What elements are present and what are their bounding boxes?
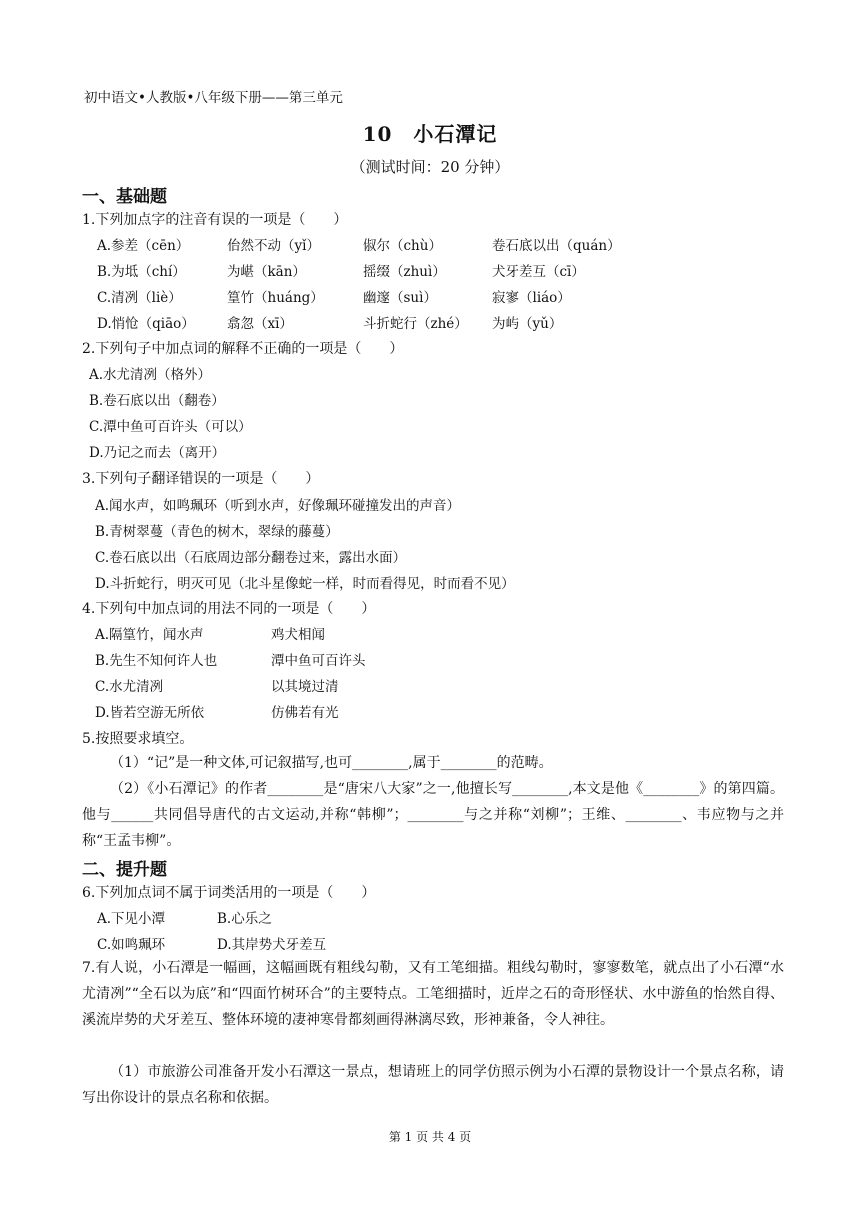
q2-option: B.卷石底以出（翻卷）: [89, 393, 225, 409]
q1-option: D.悄怆（qiāo）: [97, 316, 195, 332]
q3-option: C.卷石底以出（石底周边部分翻卷过来，露出水面）: [95, 550, 407, 566]
section-basic: 一、基础题: [82, 187, 167, 207]
test-time: （测试时间：20 分钟）: [350, 158, 510, 176]
q1-option: 寂寥（liáo）: [492, 290, 571, 306]
q5-part-2: （2）《小石潭记》的作者________是“唐宋八大家”之一,他擅长写________,本文是他《________》的第四篇。他与______共同倡导唐代的古文运动,并称“韩柳”；________与之并称“刘柳”；王维、________、韦应物与之并称“王孟韦柳”。: [82, 781, 784, 849]
q4-option: 鸡犬相闻: [271, 627, 325, 643]
q2-option: D.乃记之而去（离开）: [89, 445, 226, 461]
q2-option: C.潭中鱼可百许头（可以）: [89, 419, 252, 435]
q1-option: A.参差（cēn）: [97, 238, 190, 254]
q1-option: C.清冽（liè）: [97, 290, 182, 306]
q1-option: 摇缀（zhuì）: [363, 264, 446, 280]
q4-option: 仿佛若有光: [271, 705, 339, 721]
q1-option: 俶尔（chù）: [363, 238, 442, 254]
page-title: 10 小石潭记: [362, 122, 498, 146]
q1-option: 卷石底以出（quán）: [492, 238, 621, 254]
q1-option: 佁然不动（yǐ）: [227, 238, 320, 254]
q1-option: 幽邃（suì）: [363, 290, 437, 306]
q6-option: A.下见小潭: [97, 911, 166, 927]
q3-option: B.青树翠蔓（青色的树木，翠绿的藤蔓）: [95, 524, 339, 540]
q4-option: 潭中鱼可百许头: [271, 653, 366, 669]
q4-option: 以其境过清: [271, 679, 339, 695]
q1-option: 篁竹（huáng）: [227, 290, 324, 306]
q6-option: D.其岸势犬牙差互: [217, 937, 327, 953]
q3-option: D.斗折蛇行，明灭可见（北斗星像蛇一样，时而看得见，时而看不见）: [95, 576, 515, 592]
q1-option: 翕忽（xī）: [227, 316, 293, 332]
section-advanced: 二、提升题: [82, 860, 167, 880]
question-7-stem: 7.有人说，小石潭是一幅画，这幅画既有粗线勾勒，又有工笔细描。粗线勾勒时，寥寥数笔，就点出了小石潭“水尤清冽”“全石以为底”和“四面竹树环合”的主要特点。工笔细描时，近岸之石的奇形怪状、水中游鱼的怡然自得、溪流岸势的犬牙差互、整体环境的凄神寒骨都刻画得淋漓尽致，形神兼备，令人神往。: [82, 960, 784, 1028]
q6-option: B.心乐之: [217, 911, 272, 927]
q4-option: A.隔篁竹，闻水声: [95, 627, 204, 643]
q4-option: D.皆若空游无所依: [95, 705, 205, 721]
q1-option: 为屿（yǔ）: [492, 316, 563, 332]
page-number: 第 1 页 共 4 页: [388, 1130, 472, 1144]
q6-option: C.如鸣珮环: [97, 937, 166, 953]
q5-part-1: （1）“记”是一种文体,可记叙描写,也可________,属于________的范畴。: [110, 755, 553, 771]
question-6-stem: 6.下列加点词不属于词类活用的一项是（ ）: [82, 885, 376, 901]
document-header: 初中语文•人教版•八年级下册——第三单元: [84, 90, 343, 106]
q4-option: C.水尤清冽: [95, 679, 164, 695]
q7-part-1: （1）市旅游公司准备开发小石潭这一景点，想请班上的同学仿照示例为小石潭的景物设计一个景点名称，请写出你设计的景点名称和依据。: [82, 1064, 784, 1106]
question-3-stem: 3.下列句子翻译错误的一项是（ ）: [82, 471, 320, 487]
question-1-stem: 1.下列加点字的注音有误的一项是（ ）: [82, 212, 348, 228]
q1-option: 犬牙差互（cī）: [492, 264, 585, 280]
q4-option: B.先生不知何许人也: [95, 653, 218, 669]
question-2-stem: 2.下列句子中加点词的解释不正确的一项是（ ）: [82, 341, 404, 357]
question-5-stem: 5.按照要求填空。: [82, 731, 194, 747]
q1-option: B.为坻（chí）: [97, 264, 186, 280]
q3-option: A.闻水声，如鸣珮环（听到水声，好像珮环碰撞发出的声音）: [95, 498, 461, 514]
q1-option: 斗折蛇行（zhé）: [363, 316, 468, 332]
q2-option: A.水尤清冽（格外）: [89, 367, 212, 383]
question-4-stem: 4.下列句中加点词的用法不同的一项是（ ）: [82, 601, 376, 617]
q1-option: 为嵁（kān）: [227, 264, 306, 280]
